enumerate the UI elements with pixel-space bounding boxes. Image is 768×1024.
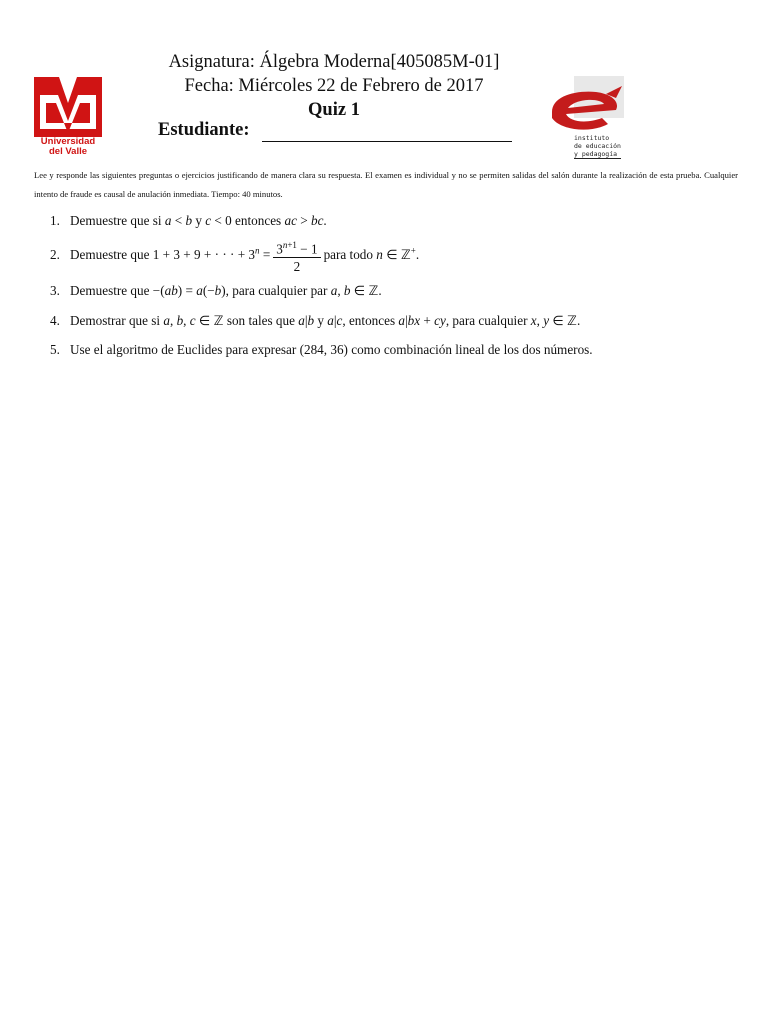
question-number: 1. [50, 213, 60, 228]
iep-line-1: instituto [574, 134, 610, 142]
univalle-emblem-icon [34, 77, 102, 137]
question-4 [50, 313, 580, 329]
question-3 [50, 283, 382, 299]
univalle-name-line2: del Valle [48, 146, 88, 157]
question-text: Demuestre que 1 + 3 + 9 + · · · + $3^n$ = $\frac{3^{n+1} - 1}{2}$ para todo n ∈ ℤ+. [70, 247, 419, 262]
exam-header [150, 50, 518, 122]
quiz-title: Quiz 1 [308, 100, 360, 120]
student-name-line[interactable] [262, 141, 512, 142]
question-number: 3. [50, 283, 60, 298]
univalle-logo [34, 77, 102, 159]
exam-date: Fecha: Miércoles 22 de Febrero de 2017 [184, 76, 484, 96]
student-label: Estudiante: [158, 120, 250, 140]
instructions-paragraph: Lee y responde las siguientes preguntas o ejercicios justificando de manera clara su respuesta. El examen es individual y no se permiten salidas del salón durante la realización de esta prueba. Cualquier intento de fraude es causal de anulación inmediata. Tiempo: 40 minutos. [34, 170, 738, 199]
question-text: Demuestre que si a < b y c < 0 entonces ac > bc. [70, 213, 327, 228]
question-1 [50, 213, 327, 229]
iep-line-2: de educación [574, 142, 621, 150]
question-number: 5. [50, 342, 60, 357]
question-text: Demuestre que −(ab) = a(−b), para cualquier par a, b ∈ ℤ. [70, 283, 382, 298]
iep-line-3: y pedagogía [574, 150, 621, 159]
fraction: $\frac{3^{n+1} - 1}{2}$ [273, 237, 320, 275]
question-number: 4. [50, 313, 60, 328]
iep-logo [546, 76, 626, 160]
question-5 [50, 342, 593, 358]
question-text: Use el algoritmo de Euclides para expresar (284, 36) como combinación lineal de los dos números. [70, 342, 593, 357]
univalle-name-line1: Universidad [40, 136, 96, 147]
question-number: 2. [50, 247, 60, 263]
iep-logo-text [574, 134, 621, 159]
question-text: Demostrar que si a, b, c ∈ ℤ son tales que a|b y a|c, entonces a|bx + cy, para cualquier x, y ∈ ℤ. [70, 313, 581, 328]
question-2 [50, 237, 419, 275]
iep-emblem-icon [546, 84, 626, 134]
course-title: Asignatura: Álgebra Moderna[405085M-01] [168, 52, 500, 72]
